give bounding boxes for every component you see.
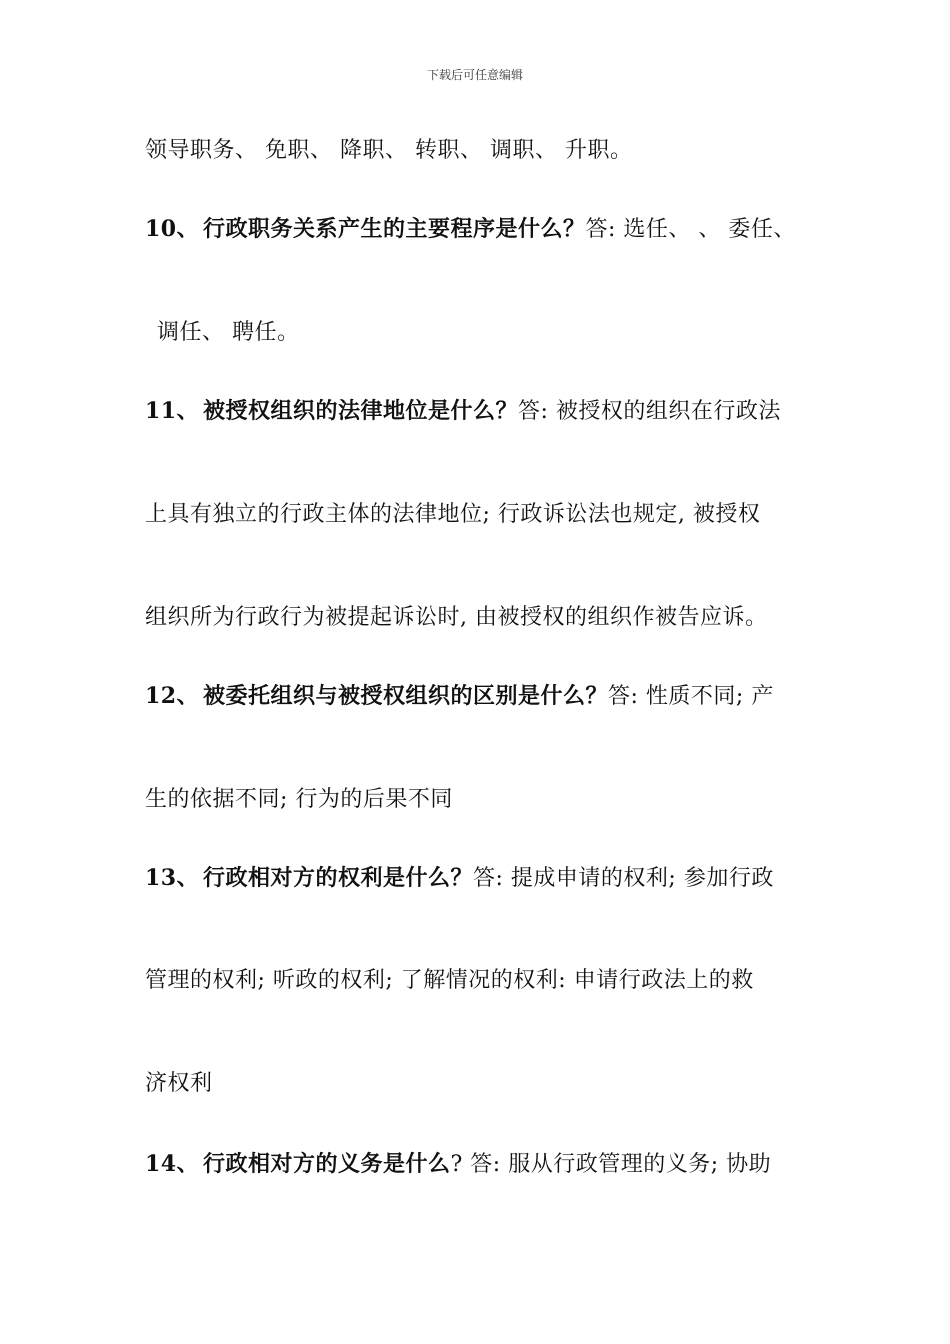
answer-text: ? 答: 服从行政管理的义务; 协助 <box>450 1152 772 1177</box>
page-header: 下载后可任意编辑 <box>426 68 523 82</box>
text-line: 调任、 聘任。 <box>157 320 300 345</box>
question-text: 被委托组织与被授权组织的区别是什么？ <box>203 683 609 709</box>
question-text: 行政相对方的权利是什么？ <box>203 865 474 891</box>
answer-text: 答: 提成申请的权利; 参加行政 <box>473 866 774 891</box>
question-text: 行政职务关系产生的主要程序是什么？ <box>203 216 586 242</box>
question-number: 12、 <box>145 683 200 709</box>
question-13 <box>145 863 774 894</box>
question-12 <box>145 681 774 712</box>
question-number: 10、 <box>145 216 200 242</box>
text-line: 管理的权利; 听政的权利; 了解情况的权利: 申请行政法上的救 <box>145 968 754 993</box>
question-14 <box>145 1149 771 1180</box>
question-number: 11、 <box>145 398 200 424</box>
question-10 <box>145 214 796 245</box>
text-line: 组织所为行政行为被提起诉讼时, 由被授权的组织作被告应诉。 <box>145 605 768 630</box>
question-text: 被授权组织的法律地位是什么？ <box>203 398 519 424</box>
answer-text: 答: 性质不同; 产 <box>608 684 774 709</box>
answer-text: 答: 被授权的组织在行政法 <box>518 399 781 424</box>
text-line: 领导职务、 免职、 降职、 转职、 调职、 升职。 <box>145 138 633 163</box>
text-line: 生的依据不同; 行为的后果不同 <box>145 787 453 812</box>
question-text: 行政相对方的义务是什么 <box>203 1151 451 1177</box>
question-number: 13、 <box>145 865 200 891</box>
question-number: 14、 <box>145 1151 200 1177</box>
text-line: 上具有独立的行政主体的法律地位; 行政诉讼法也规定, 被授权 <box>145 502 761 527</box>
answer-text: 答: 选任、 、 委任、 <box>585 217 796 242</box>
text-line: 济权利 <box>145 1071 213 1096</box>
question-11 <box>145 396 781 427</box>
